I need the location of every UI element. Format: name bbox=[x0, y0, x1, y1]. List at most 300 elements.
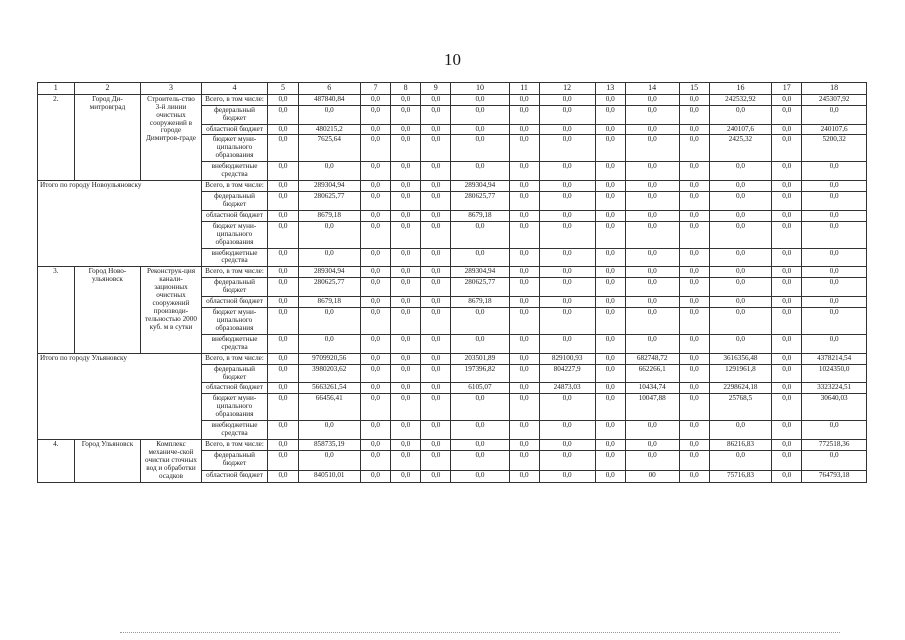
amount-cell: 0,0 bbox=[268, 94, 298, 105]
amount-cell: 0,0 bbox=[298, 308, 360, 335]
amount-cell: 0,0 bbox=[679, 124, 709, 135]
amount-cell: 0,0 bbox=[802, 210, 867, 221]
amount-cell: 289304,94 bbox=[451, 267, 509, 278]
table-row bbox=[38, 267, 867, 278]
amount-cell: 240107,6 bbox=[709, 124, 771, 135]
amount-cell: 0,0 bbox=[772, 267, 802, 278]
funding-source: областной бюджет bbox=[201, 210, 268, 221]
column-number: 15 bbox=[679, 83, 709, 95]
amount-cell: 3323224,51 bbox=[802, 383, 867, 394]
amount-cell: 0,0 bbox=[679, 439, 709, 450]
amount-cell: 280625,77 bbox=[451, 278, 509, 297]
amount-cell: 245307,92 bbox=[802, 94, 867, 105]
amount-cell: 0,0 bbox=[625, 421, 679, 440]
amount-cell: 0,0 bbox=[772, 334, 802, 353]
column-number: 13 bbox=[595, 83, 625, 95]
amount-cell: 8679,18 bbox=[298, 297, 360, 308]
amount-cell: 0,0 bbox=[772, 471, 802, 482]
amount-cell: 0,0 bbox=[391, 278, 421, 297]
amount-cell: 0,0 bbox=[421, 308, 451, 335]
amount-cell: 0,0 bbox=[625, 297, 679, 308]
amount-cell: 0,0 bbox=[298, 334, 360, 353]
amount-cell: 0,0 bbox=[268, 383, 298, 394]
amount-cell: 0,0 bbox=[391, 267, 421, 278]
amount-cell: 0,0 bbox=[360, 181, 390, 192]
amount-cell: 0,0 bbox=[268, 421, 298, 440]
amount-cell: 0,0 bbox=[679, 267, 709, 278]
amount-cell: 0,0 bbox=[421, 210, 451, 221]
amount-cell: 0,0 bbox=[268, 248, 298, 267]
amount-cell: 0,0 bbox=[451, 135, 509, 162]
amount-cell: 0,0 bbox=[679, 421, 709, 440]
amount-cell: 0,0 bbox=[772, 221, 802, 248]
amount-cell: 0,0 bbox=[539, 278, 595, 297]
amount-cell: 0,0 bbox=[679, 210, 709, 221]
amount-cell: 0,0 bbox=[539, 94, 595, 105]
amount-cell: 0,0 bbox=[802, 192, 867, 211]
amount-cell: 0,0 bbox=[360, 364, 390, 383]
amount-cell: 0,0 bbox=[268, 210, 298, 221]
amount-cell: 662266,1 bbox=[625, 364, 679, 383]
amount-cell: 0,0 bbox=[802, 267, 867, 278]
amount-cell: 0,0 bbox=[421, 451, 451, 471]
funding-source: федеральный бюджет bbox=[201, 278, 268, 297]
amount-cell: 0,0 bbox=[595, 248, 625, 267]
amount-cell: 0,0 bbox=[298, 248, 360, 267]
amount-cell: 0,0 bbox=[772, 248, 802, 267]
amount-cell: 0,0 bbox=[268, 192, 298, 211]
amount-cell: 0,0 bbox=[595, 297, 625, 308]
amount-cell: 0,0 bbox=[539, 471, 595, 482]
amount-cell: 6105,07 bbox=[451, 383, 509, 394]
amount-cell: 0,0 bbox=[772, 451, 802, 471]
funding-source: Всего, в том числе: bbox=[201, 181, 268, 192]
amount-cell: 0,0 bbox=[421, 135, 451, 162]
amount-cell: 0,0 bbox=[679, 308, 709, 335]
amount-cell: 0,0 bbox=[679, 353, 709, 364]
total-label: Итого по городу Новоульяновску bbox=[38, 181, 202, 267]
amount-cell: 0,0 bbox=[391, 297, 421, 308]
amount-cell: 0,0 bbox=[595, 439, 625, 450]
amount-cell: 682748,72 bbox=[625, 353, 679, 364]
amount-cell: 0,0 bbox=[268, 394, 298, 421]
project-name: Комплекс механиче-ской очистки сточных вод и обработки осадков bbox=[141, 439, 201, 482]
amount-cell: 0,0 bbox=[451, 308, 509, 335]
amount-cell: 66456,41 bbox=[298, 394, 360, 421]
funding-source: внебюджетные средства bbox=[201, 421, 268, 440]
amount-cell: 0,0 bbox=[509, 353, 539, 364]
amount-cell: 0,0 bbox=[360, 297, 390, 308]
amount-cell: 0,0 bbox=[421, 124, 451, 135]
column-number: 6 bbox=[298, 83, 360, 95]
amount-cell: 0,0 bbox=[421, 394, 451, 421]
amount-cell: 0,0 bbox=[802, 248, 867, 267]
amount-cell: 0,0 bbox=[595, 210, 625, 221]
amount-cell: 0,0 bbox=[802, 162, 867, 181]
funding-source: внебюджетные средства bbox=[201, 334, 268, 353]
amount-cell: 0,0 bbox=[802, 105, 867, 124]
amount-cell: 0,0 bbox=[421, 162, 451, 181]
amount-cell: 0,0 bbox=[595, 353, 625, 364]
funding-source: бюджет муни-ципального образования bbox=[201, 221, 268, 248]
amount-cell: 289304,94 bbox=[298, 267, 360, 278]
amount-cell: 0,0 bbox=[595, 221, 625, 248]
amount-cell: 0,0 bbox=[298, 451, 360, 471]
amount-cell: 240107,6 bbox=[802, 124, 867, 135]
amount-cell: 0,0 bbox=[539, 451, 595, 471]
amount-cell: 24873,03 bbox=[539, 383, 595, 394]
amount-cell: 487840,84 bbox=[298, 94, 360, 105]
municipality: Город Ульяновск bbox=[74, 439, 141, 482]
amount-cell: 0,0 bbox=[802, 181, 867, 192]
amount-cell: 0,0 bbox=[772, 278, 802, 297]
amount-cell: 0,0 bbox=[595, 421, 625, 440]
amount-cell: 0,0 bbox=[391, 181, 421, 192]
amount-cell: 0,0 bbox=[509, 383, 539, 394]
amount-cell: 0,0 bbox=[625, 451, 679, 471]
amount-cell: 0,0 bbox=[709, 162, 771, 181]
amount-cell: 0,0 bbox=[772, 394, 802, 421]
amount-cell: 840510,01 bbox=[298, 471, 360, 482]
amount-cell: 0,0 bbox=[509, 439, 539, 450]
amount-cell: 0,0 bbox=[451, 221, 509, 248]
amount-cell: 289304,94 bbox=[298, 181, 360, 192]
amount-cell: 0,0 bbox=[391, 439, 421, 450]
amount-cell: 289304,94 bbox=[451, 181, 509, 192]
funding-source: областной бюджет bbox=[201, 124, 268, 135]
amount-cell: 0,0 bbox=[509, 394, 539, 421]
amount-cell: 0,0 bbox=[360, 105, 390, 124]
amount-cell: 0,0 bbox=[539, 221, 595, 248]
amount-cell: 25768,5 bbox=[709, 394, 771, 421]
amount-cell: 10434,74 bbox=[625, 383, 679, 394]
amount-cell: 0,0 bbox=[360, 278, 390, 297]
amount-cell: 0,0 bbox=[802, 221, 867, 248]
item-number: 3. bbox=[38, 267, 75, 353]
funding-source: внебюджетные средства bbox=[201, 248, 268, 267]
amount-cell: 0,0 bbox=[539, 135, 595, 162]
column-number-row bbox=[38, 83, 867, 95]
amount-cell: 10047,88 bbox=[625, 394, 679, 421]
column-number: 17 bbox=[772, 83, 802, 95]
amount-cell: 0,0 bbox=[268, 439, 298, 450]
amount-cell: 0,0 bbox=[539, 192, 595, 211]
amount-cell: 0,0 bbox=[360, 267, 390, 278]
amount-cell: 0,0 bbox=[709, 192, 771, 211]
funding-source: областной бюджет bbox=[201, 297, 268, 308]
amount-cell: 0,0 bbox=[802, 278, 867, 297]
amount-cell: 0,0 bbox=[268, 278, 298, 297]
amount-cell: 0,0 bbox=[421, 439, 451, 450]
amount-cell: 0,0 bbox=[509, 162, 539, 181]
amount-cell: 0,0 bbox=[709, 267, 771, 278]
amount-cell: 764793,18 bbox=[802, 471, 867, 482]
funding-source: бюджет муни-ципального образования bbox=[201, 394, 268, 421]
amount-cell: 0,0 bbox=[679, 162, 709, 181]
amount-cell: 0,0 bbox=[509, 308, 539, 335]
amount-cell: 0,0 bbox=[625, 192, 679, 211]
column-number: 5 bbox=[268, 83, 298, 95]
amount-cell: 0,0 bbox=[421, 94, 451, 105]
amount-cell: 0,0 bbox=[268, 471, 298, 482]
table-row bbox=[38, 181, 867, 192]
amount-cell: 0,0 bbox=[679, 364, 709, 383]
amount-cell: 0,0 bbox=[421, 278, 451, 297]
amount-cell: 0,0 bbox=[772, 192, 802, 211]
amount-cell: 0,0 bbox=[539, 308, 595, 335]
amount-cell: 0,0 bbox=[772, 181, 802, 192]
column-number: 8 bbox=[391, 83, 421, 95]
funding-source: Всего, в том числе: bbox=[201, 439, 268, 450]
amount-cell: 0,0 bbox=[709, 105, 771, 124]
amount-cell: 0,0 bbox=[509, 94, 539, 105]
amount-cell: 0,0 bbox=[802, 308, 867, 335]
amount-cell: 0,0 bbox=[451, 334, 509, 353]
amount-cell: 0,0 bbox=[772, 162, 802, 181]
funding-source: Всего, в том числе: bbox=[201, 94, 268, 105]
amount-cell: 242532,92 bbox=[709, 94, 771, 105]
amount-cell: 0,0 bbox=[421, 221, 451, 248]
amount-cell: 4378214,54 bbox=[802, 353, 867, 364]
total-label: Итого по городу Ульяновску bbox=[38, 353, 202, 439]
amount-cell: 0,0 bbox=[595, 471, 625, 482]
amount-cell: 0,0 bbox=[625, 94, 679, 105]
amount-cell: 280625,77 bbox=[298, 278, 360, 297]
amount-cell: 0,0 bbox=[509, 192, 539, 211]
amount-cell: 0,0 bbox=[268, 353, 298, 364]
amount-cell: 0,0 bbox=[802, 297, 867, 308]
amount-cell: 0,0 bbox=[509, 210, 539, 221]
amount-cell: 0,0 bbox=[509, 181, 539, 192]
project-name: Строитель-ство 3-й линии очистных сооружений в городе Димитров-граде bbox=[141, 94, 201, 180]
amount-cell: 0,0 bbox=[451, 471, 509, 482]
amount-cell: 0,0 bbox=[451, 439, 509, 450]
amount-cell: 0,0 bbox=[539, 124, 595, 135]
amount-cell: 0,0 bbox=[421, 192, 451, 211]
amount-cell: 0,0 bbox=[679, 94, 709, 105]
amount-cell: 0,0 bbox=[509, 105, 539, 124]
amount-cell: 0,0 bbox=[268, 105, 298, 124]
amount-cell: 0,0 bbox=[298, 162, 360, 181]
amount-cell: 0,0 bbox=[360, 439, 390, 450]
amount-cell: 772518,36 bbox=[802, 439, 867, 450]
amount-cell: 0,0 bbox=[539, 334, 595, 353]
municipality: Город Ди-митровград bbox=[74, 94, 141, 180]
amount-cell: 0,0 bbox=[391, 308, 421, 335]
amount-cell: 0,0 bbox=[391, 210, 421, 221]
amount-cell: 0,0 bbox=[268, 364, 298, 383]
amount-cell: 0,0 bbox=[595, 278, 625, 297]
funding-source: бюджет муни-ципального образования bbox=[201, 135, 268, 162]
amount-cell: 0,0 bbox=[391, 421, 421, 440]
amount-cell: 0,0 bbox=[539, 394, 595, 421]
amount-cell: 0,0 bbox=[595, 451, 625, 471]
amount-cell: 0,0 bbox=[595, 334, 625, 353]
amount-cell: 0,0 bbox=[709, 248, 771, 267]
amount-cell: 0,0 bbox=[268, 297, 298, 308]
amount-cell: 0,0 bbox=[509, 267, 539, 278]
amount-cell: 0,0 bbox=[625, 267, 679, 278]
amount-cell: 0,0 bbox=[539, 267, 595, 278]
amount-cell: 0,0 bbox=[595, 162, 625, 181]
amount-cell: 0,0 bbox=[391, 105, 421, 124]
column-number: 10 bbox=[451, 83, 509, 95]
amount-cell: 0,0 bbox=[451, 421, 509, 440]
amount-cell: 0,0 bbox=[391, 248, 421, 267]
amount-cell: 0,0 bbox=[595, 181, 625, 192]
amount-cell: 0,0 bbox=[772, 105, 802, 124]
amount-cell: 0,0 bbox=[298, 421, 360, 440]
funding-source: федеральный бюджет bbox=[201, 105, 268, 124]
amount-cell: 0,0 bbox=[679, 383, 709, 394]
amount-cell: 3616356,48 bbox=[709, 353, 771, 364]
column-number: 18 bbox=[802, 83, 867, 95]
amount-cell: 0,0 bbox=[509, 471, 539, 482]
amount-cell: 0,0 bbox=[509, 451, 539, 471]
amount-cell: 0,0 bbox=[625, 278, 679, 297]
amount-cell: 0,0 bbox=[509, 364, 539, 383]
amount-cell: 480215,2 bbox=[298, 124, 360, 135]
funding-source: федеральный бюджет bbox=[201, 364, 268, 383]
amount-cell: 0,0 bbox=[298, 105, 360, 124]
amount-cell: 0,0 bbox=[772, 383, 802, 394]
amount-cell: 0,0 bbox=[451, 162, 509, 181]
amount-cell: 0,0 bbox=[539, 248, 595, 267]
amount-cell: 0,0 bbox=[539, 210, 595, 221]
amount-cell: 0,0 bbox=[539, 162, 595, 181]
amount-cell: 0,0 bbox=[360, 353, 390, 364]
amount-cell: 0,0 bbox=[679, 181, 709, 192]
amount-cell: 0,0 bbox=[595, 394, 625, 421]
amount-cell: 0,0 bbox=[595, 94, 625, 105]
amount-cell: 0,0 bbox=[802, 421, 867, 440]
amount-cell: 9709920,56 bbox=[298, 353, 360, 364]
amount-cell: 0,0 bbox=[625, 221, 679, 248]
column-number: 3 bbox=[141, 83, 201, 95]
amount-cell: 0,0 bbox=[709, 308, 771, 335]
amount-cell: 0,0 bbox=[391, 364, 421, 383]
amount-cell: 0,0 bbox=[421, 421, 451, 440]
amount-cell: 0,0 bbox=[679, 135, 709, 162]
amount-cell: 0,0 bbox=[509, 248, 539, 267]
amount-cell: 0,0 bbox=[360, 471, 390, 482]
page-number: 10 bbox=[444, 50, 461, 69]
amount-cell: 1291961,8 bbox=[709, 364, 771, 383]
amount-cell: 1024350,0 bbox=[802, 364, 867, 383]
amount-cell: 0,0 bbox=[772, 135, 802, 162]
amount-cell: 0,0 bbox=[421, 105, 451, 124]
funding-source: бюджет муни-ципального образования bbox=[201, 308, 268, 335]
amount-cell: 0,0 bbox=[451, 248, 509, 267]
amount-cell: 0,0 bbox=[360, 394, 390, 421]
column-number: 4 bbox=[201, 83, 268, 95]
amount-cell: 0,0 bbox=[772, 94, 802, 105]
amount-cell: 0,0 bbox=[679, 394, 709, 421]
amount-cell: 0,0 bbox=[709, 451, 771, 471]
column-number: 16 bbox=[709, 83, 771, 95]
amount-cell: 0,0 bbox=[360, 162, 390, 181]
table-row bbox=[38, 94, 867, 105]
amount-cell: 2298624,18 bbox=[709, 383, 771, 394]
amount-cell: 0,0 bbox=[391, 162, 421, 181]
amount-cell: 0,0 bbox=[360, 383, 390, 394]
municipality: Город Ново-ульяновск bbox=[74, 267, 141, 353]
amount-cell: 0,0 bbox=[772, 439, 802, 450]
amount-cell: 0,0 bbox=[421, 267, 451, 278]
amount-cell: 0,0 bbox=[360, 248, 390, 267]
amount-cell: 0,0 bbox=[625, 181, 679, 192]
amount-cell: 0,0 bbox=[451, 124, 509, 135]
amount-cell: 0,0 bbox=[509, 421, 539, 440]
amount-cell: 0,0 bbox=[391, 451, 421, 471]
amount-cell: 0,0 bbox=[391, 135, 421, 162]
amount-cell: 0,0 bbox=[679, 192, 709, 211]
amount-cell: 0,0 bbox=[421, 383, 451, 394]
amount-cell: 8679,18 bbox=[451, 210, 509, 221]
table-row bbox=[38, 439, 867, 450]
funding-source: внебюджетные средства bbox=[201, 162, 268, 181]
amount-cell: 0,0 bbox=[391, 94, 421, 105]
amount-cell: 5200,32 bbox=[802, 135, 867, 162]
funding-source: федеральный бюджет bbox=[201, 192, 268, 211]
amount-cell: 5663261,54 bbox=[298, 383, 360, 394]
amount-cell: 0,0 bbox=[539, 421, 595, 440]
item-number: 4. bbox=[38, 439, 75, 482]
funding-source: областной бюджет bbox=[201, 471, 268, 482]
amount-cell: 0,0 bbox=[595, 105, 625, 124]
amount-cell: 0,0 bbox=[391, 221, 421, 248]
amount-cell: 0,0 bbox=[421, 334, 451, 353]
amount-cell: 0,0 bbox=[391, 394, 421, 421]
amount-cell: 0,0 bbox=[625, 105, 679, 124]
amount-cell: 0,0 bbox=[391, 471, 421, 482]
amount-cell: 0,0 bbox=[595, 308, 625, 335]
amount-cell: 8679,18 bbox=[451, 297, 509, 308]
amount-cell: 0,0 bbox=[539, 439, 595, 450]
funding-source: Всего, в том числе: bbox=[201, 353, 268, 364]
column-number: 14 bbox=[625, 83, 679, 95]
amount-cell: 0,0 bbox=[709, 210, 771, 221]
amount-cell: 7625,64 bbox=[298, 135, 360, 162]
amount-cell: 0,0 bbox=[709, 334, 771, 353]
column-number: 9 bbox=[421, 83, 451, 95]
amount-cell: 0,0 bbox=[391, 124, 421, 135]
amount-cell: 00 bbox=[625, 471, 679, 482]
amount-cell: 0,0 bbox=[595, 135, 625, 162]
amount-cell: 86216,83 bbox=[709, 439, 771, 450]
amount-cell: 0,0 bbox=[360, 124, 390, 135]
amount-cell: 0,0 bbox=[391, 334, 421, 353]
amount-cell: 0,0 bbox=[709, 278, 771, 297]
page-bottom-rule bbox=[120, 632, 840, 633]
amount-cell: 0,0 bbox=[595, 364, 625, 383]
column-number: 7 bbox=[360, 83, 390, 95]
amount-cell: 0,0 bbox=[268, 267, 298, 278]
amount-cell: 0,0 bbox=[509, 221, 539, 248]
amount-cell: 197396,82 bbox=[451, 364, 509, 383]
funding-source: областной бюджет bbox=[201, 383, 268, 394]
amount-cell: 858735,19 bbox=[298, 439, 360, 450]
amount-cell: 0,0 bbox=[679, 334, 709, 353]
table-row bbox=[38, 353, 867, 364]
amount-cell: 0,0 bbox=[772, 124, 802, 135]
amount-cell: 0,0 bbox=[709, 221, 771, 248]
amount-cell: 0,0 bbox=[360, 210, 390, 221]
amount-cell: 0,0 bbox=[595, 192, 625, 211]
amount-cell: 0,0 bbox=[360, 221, 390, 248]
project-name: Реконструк-ция канали-зационных очистных сооружений производи-тельностью 2000 куб. м в сутки bbox=[141, 267, 201, 353]
budget-table bbox=[37, 82, 867, 483]
